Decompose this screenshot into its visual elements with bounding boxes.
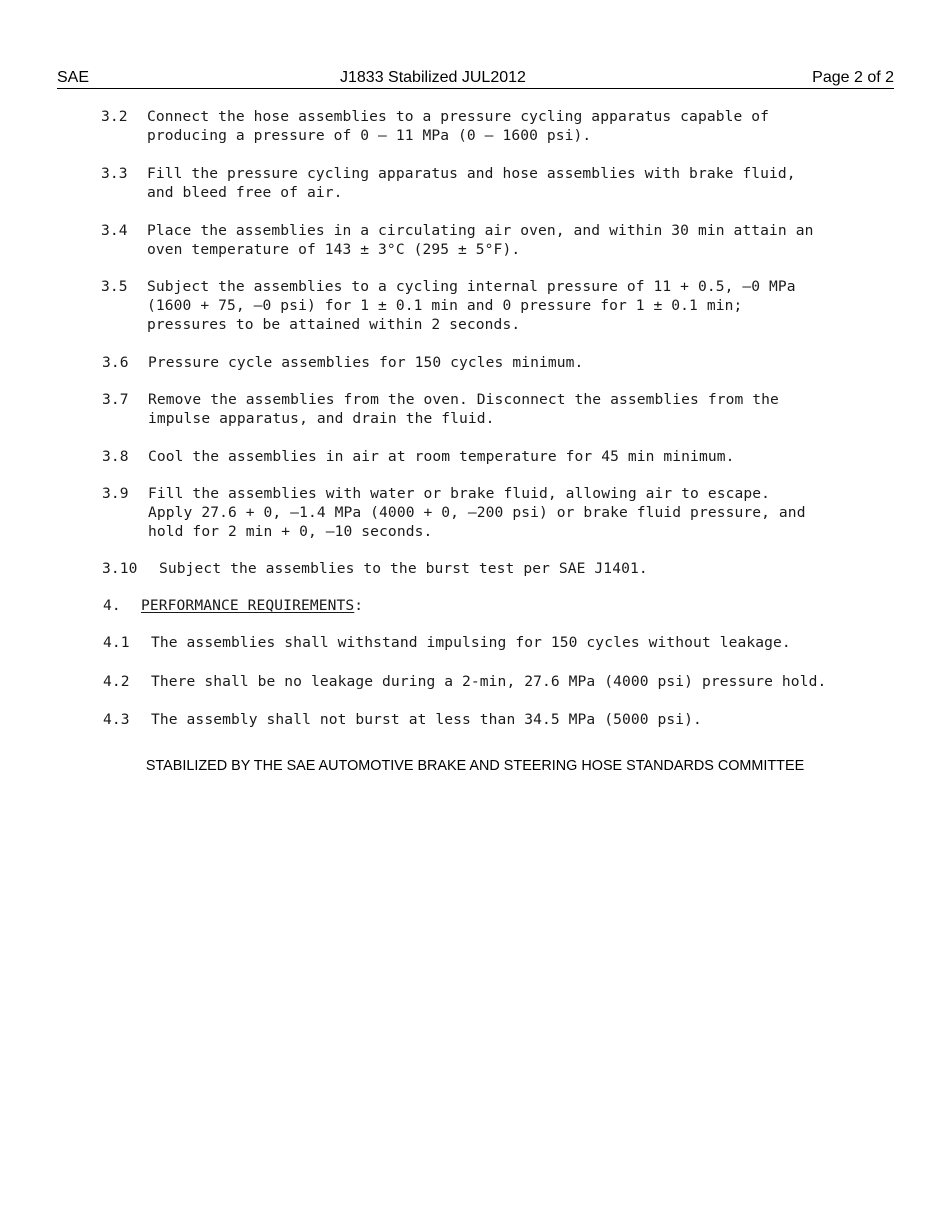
item-text: The assembly shall not burst at less than 34.5 MPa (5000 psi).	[151, 711, 702, 728]
item-text: Place the assemblies in a circulating air oven, and within 30 min attain an oven temperature of 143 ± 3°C (295 ± 5°F).	[147, 222, 814, 258]
item-number: 3.8	[102, 448, 129, 465]
item-number: 3.3	[101, 165, 128, 182]
stabilized-footer: STABILIZED BY THE SAE AUTOMOTIVE BRAKE AND STEERING HOSE STANDARDS COMMITTEE	[145, 758, 805, 774]
item-number: 3.4	[101, 222, 128, 239]
item-number: 3.6	[102, 354, 129, 371]
section-number: 4.	[103, 597, 121, 614]
item-number: 4.2	[103, 673, 130, 690]
item-text: There shall be no leakage during a 2-min, 27.6 MPa (4000 psi) pressure hold.	[151, 673, 827, 690]
item-number: 3.9	[102, 485, 129, 502]
item-number: 3.7	[102, 391, 129, 408]
item-text: Cool the assemblies in air at room temperature for 45 min minimum.	[148, 448, 735, 465]
header-org: SAE	[57, 69, 90, 86]
item-number: 4.1	[103, 634, 130, 651]
item-text: Pressure cycle assemblies for 150 cycles minimum.	[148, 354, 584, 371]
item-text: Subject the assemblies to a cycling internal pressure of 11 + 0.5, –0 MPa (1600 + 75, –0 psi) for 1 ± 0.1 min and 0 pressure for 1 ± 0.1 min; pressures to be attained within 2 seconds.	[147, 278, 796, 333]
item-text: Connect the hose assemblies to a pressure cycling apparatus capable of producing a pressure of 0 – 11 MPa (0 – 1600 psi).	[147, 108, 770, 144]
item-number: 3.5	[101, 278, 128, 295]
item-number: 3.2	[101, 108, 128, 125]
item-number: 3.10	[102, 560, 138, 577]
item-text: Fill the pressure cycling apparatus and hose assemblies with brake fluid, and bleed free of air.	[147, 165, 796, 201]
section-title: PERFORMANCE REQUIREMENTS	[141, 597, 355, 614]
header-document-id: J1833 Stabilized JUL2012	[340, 69, 526, 86]
item-text: The assemblies shall withstand impulsing for 150 cycles without leakage.	[151, 634, 791, 651]
header-page-number: Page 2 of 2	[812, 69, 894, 86]
item-text: Subject the assemblies to the burst test per SAE J1401.	[159, 560, 648, 577]
page-header	[57, 68, 894, 89]
item-text: Remove the assemblies from the oven. Disconnect the assemblies from the impulse apparatus, and drain the fluid.	[148, 391, 779, 427]
item-number: 4.3	[103, 711, 130, 728]
item-text: Fill the assemblies with water or brake fluid, allowing air to escape. Apply 27.6 + 0, –1.4 MPa (4000 + 0, –200 psi) or brake fluid pressure, and hold for 2 min + 0, –10 seconds.	[148, 485, 806, 540]
